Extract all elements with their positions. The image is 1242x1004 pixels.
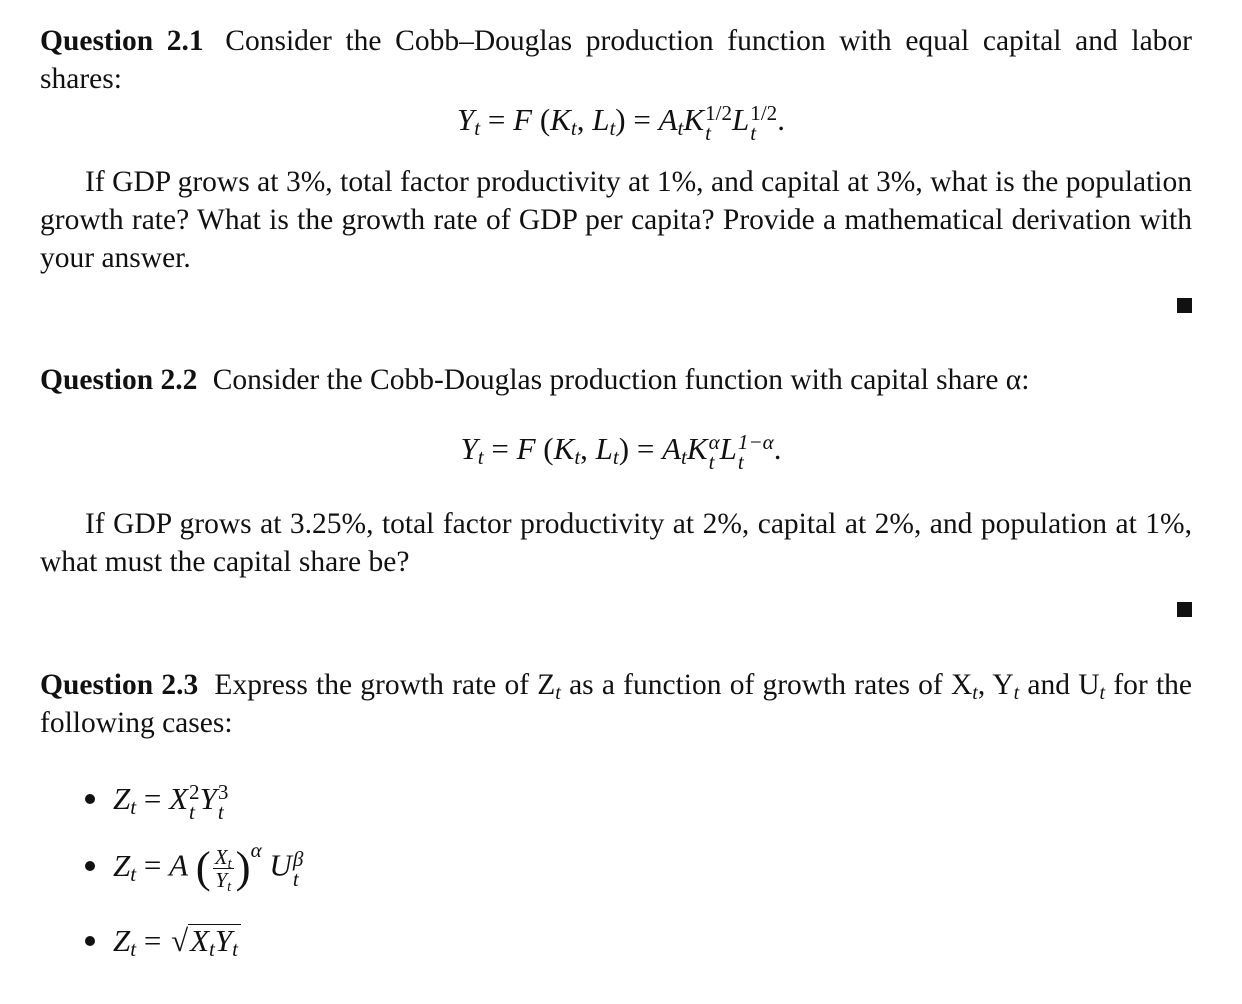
case-2-beta: β	[292, 846, 304, 871]
square-root: $√X_tY_t$	[169, 922, 241, 960]
labor-exponent-2-2: 1−α	[737, 429, 774, 454]
question-2-3-heading: Question 2.3	[40, 669, 199, 701]
case-1-x-exponent: 2	[189, 779, 200, 804]
question-2-3-intro-a: Express the growth rate of Z	[214, 669, 556, 701]
labor-exponent-2-1: 1/2	[750, 100, 778, 125]
bullet-dot	[85, 794, 95, 804]
qed-mark-2-1	[1177, 298, 1192, 313]
equation-2-2: $Y_t = F$ ($K_t$, $L_t) = A_tK$ α t L 1−α t .	[460, 429, 782, 474]
question-2-1-heading: Question 2.1	[40, 25, 204, 57]
question-2-2-body: If GDP grows at 3.25%, total factor productivity at 2%, capital at 2%, and population at 1%, what must the capital share be?	[40, 508, 1192, 578]
case-1-y-exponent: 3	[217, 779, 229, 804]
question-2-2-heading: Question 2.2	[40, 364, 198, 396]
case-3: $Z_t = √X_tY_t$	[85, 922, 241, 960]
question-2-1-intro	[40, 22, 1192, 98]
question-2-2-intro-text: Consider the Cobb-Douglas production function with capital share α:	[212, 364, 1030, 396]
question-2-1-body: If GDP grows at 3%, total factor productivity at 1%, and capital at 3%, what is the population growth rate? What is the growth rate of GDP per capita? Provide a mathematical derivation with your answer.	[40, 166, 1192, 274]
case-2-alpha: α	[250, 837, 262, 862]
equation-2-1: $Y_t = F$ ($K_t$, $L_t) = A_tK$ 1/2 t L 1/2 t .	[457, 100, 785, 145]
case-1: $Z_t = X$ 2 t Y 3 t	[85, 780, 228, 822]
question-2-3-intro-c: , Y	[977, 669, 1014, 701]
case-2: $Z_t = A$ ( $\frac{X_t}{Y_t}$ )$^\alpha$ U β t	[85, 846, 303, 891]
bullet-dot	[85, 936, 95, 946]
bullet-dot	[85, 861, 95, 871]
capital-exponent-2-2: α	[708, 429, 720, 454]
qed-mark-2-2	[1177, 602, 1192, 617]
question-2-3-intro-d: and U	[1019, 669, 1100, 701]
capital-exponent-2-1: 1/2	[705, 100, 733, 125]
question-2-3-intro-e: for the following cases:	[40, 669, 1192, 739]
question-2-3-intro-b: as a function of growth rates of X	[560, 669, 973, 701]
question-2-2-intro	[40, 361, 1192, 399]
question-2-1-intro-text: Consider the Cobb–Douglas production function with equal capital and labor shares:	[40, 25, 1192, 95]
question-2-3-intro: Question 2.3 Express the growth rate of $Z_t$ as a function of growth rates of $X_t$, $Y_t$ and $U_t$ for the following cases:	[40, 669, 1192, 739]
